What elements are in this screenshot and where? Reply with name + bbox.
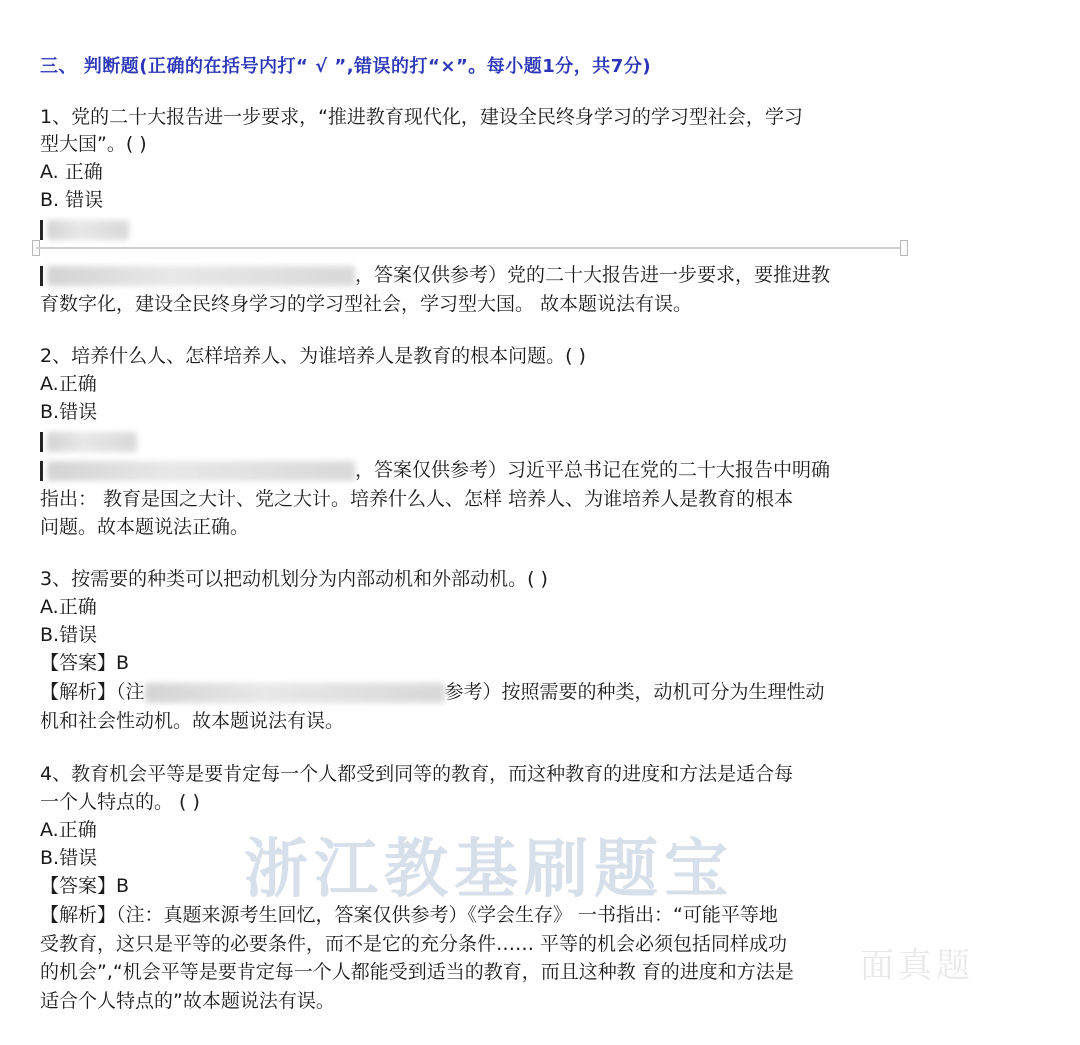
q1-answer-redacted <box>40 216 129 242</box>
redacted-text <box>47 432 137 452</box>
q4-analysis-line2: 受教育，这只是平等的必要条件，而不是它的充分条件…… 平等的机会必须包括同样成功 <box>40 933 788 955</box>
q4-analysis-line4: 适合个人特点的”故本题说法有误。 <box>40 990 335 1012</box>
q2-analysis-line1 <box>40 457 830 483</box>
page-break-line <box>36 247 904 249</box>
q1-stem-line1: 1、党的二十大报告进一步要求，“推进教育现代化，建设全民终身学习的学习型社会，学习 <box>40 106 803 128</box>
redaction-bar <box>40 220 43 240</box>
q4-stem-line1: 4、教育机会平等是要肯定每一个人都受到同等的教育，而这种教育的进度和方法是适合每 <box>40 763 794 785</box>
q2-analysis-line3: 问题。故本题说法正确。 <box>40 516 250 538</box>
q4-option-a: A.正确 <box>40 819 97 841</box>
watermark-subtitle: 面真题 <box>860 946 974 986</box>
q2-answer-redacted <box>40 428 137 454</box>
q3-answer: 【答案】B <box>40 652 130 674</box>
q4-stem-line2: 一个人特点的。 ( ) <box>40 791 200 813</box>
redaction-bar <box>40 461 43 481</box>
q3-stem: 3、按需要的种类可以把动机划分为内部动机和外部动机。( ) <box>40 568 548 590</box>
redacted-text <box>47 461 355 481</box>
q3-analysis-line1 <box>40 679 825 705</box>
redacted-text <box>47 220 129 240</box>
watermark-title: 浙江教基刷题宝 <box>244 833 734 907</box>
q2-stem: 2、培养什么人、怎样培养人、为谁培养人是教育的根本问题。( ) <box>40 345 586 367</box>
redacted-text <box>145 683 445 703</box>
page-break-marker-right <box>900 240 908 256</box>
q4-analysis-line1: 【解析】（注：真题来源考生回忆，答案仅供参考）《学会生存》 一书指出：“可能平等地 <box>40 904 778 926</box>
q2-analysis-text: ，答案仅供参考）习近平总书记在党的二十大报告中明确 <box>355 459 831 481</box>
q1-analysis-text: ，答案仅供参考）党的二十大报告进一步要求，要推进教 <box>355 264 831 286</box>
q1-option-b: B. 错误 <box>40 189 104 211</box>
q4-analysis-line3: 的机会”,“机会平等是要肯定每一个人都能受到适当的教育，而且这种教 育的进度和方法是 <box>40 961 794 983</box>
q1-analysis-line2: 育数字化，建设全民终身学习的学习型社会，学习型大国。 故本题说法有误。 <box>40 293 693 315</box>
q2-option-a: A.正确 <box>40 373 97 395</box>
q4-answer: 【答案】B <box>40 875 130 897</box>
q3-option-b: B.错误 <box>40 624 98 646</box>
q3-analysis-text: 参考）按照需要的种类，动机可分为生理性动 <box>444 681 825 703</box>
q3-analysis-line2: 机和社会性动机。故本题说法有误。 <box>40 710 345 732</box>
redacted-text <box>47 266 355 286</box>
q1-option-a: A. 正确 <box>40 161 103 183</box>
redaction-bar <box>40 266 43 286</box>
section-title: 三、 判断题(正确的在括号内打“ √ ”,错误的打“×”。每小题1分，共7分) <box>40 56 652 77</box>
q1-stem-line2: 型大国”。( ) <box>40 133 147 155</box>
redaction-bar <box>40 432 43 452</box>
q3-option-a: A.正确 <box>40 596 97 618</box>
q4-option-b: B.错误 <box>40 847 98 869</box>
q2-option-b: B.错误 <box>40 401 98 423</box>
q2-analysis-line2: 指出： 教育是国之大计、党之大计。培养什么人、怎样 培养人、为谁培养人是教育的根本 <box>40 488 794 510</box>
q1-analysis-line1 <box>40 262 830 288</box>
q3-analysis-label: 【解析】（注 <box>40 681 145 703</box>
